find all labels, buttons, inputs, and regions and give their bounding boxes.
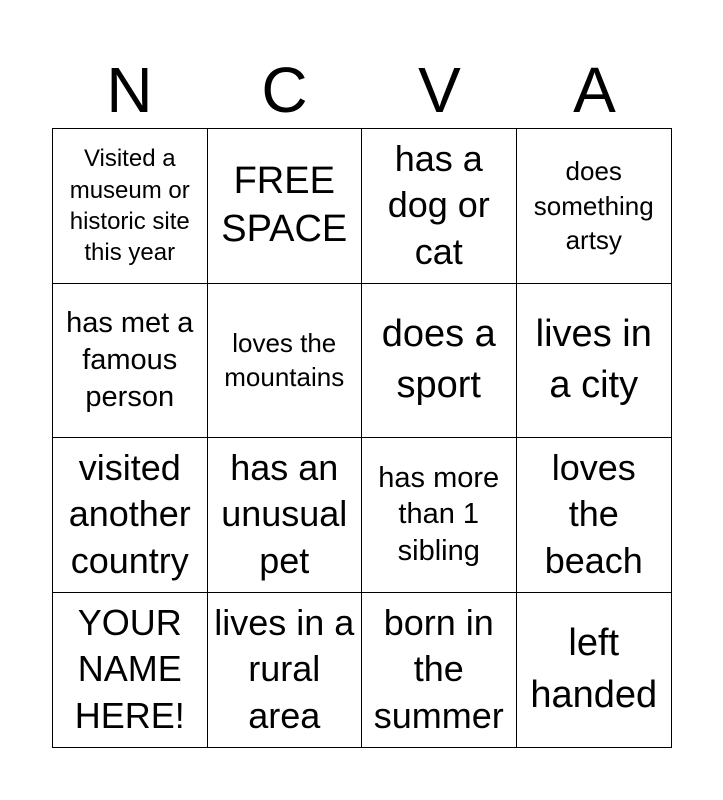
header-letter-a: A — [573, 54, 616, 126]
bingo-cell-text: has a dog or cat — [387, 137, 490, 273]
bingo-header — [52, 52, 672, 128]
bingo-cell-text: visited another country — [68, 446, 191, 582]
bingo-cell-text: left handed — [530, 622, 658, 716]
bingo-cell[interactable] — [53, 284, 208, 439]
bingo-cell-text: YOUR NAME HERE! — [74, 601, 185, 737]
header-letter-v: V — [418, 54, 461, 126]
bingo-board — [52, 128, 672, 748]
bingo-cell[interactable] — [362, 284, 517, 439]
bingo-cell[interactable] — [208, 438, 363, 593]
bingo-cell[interactable] — [517, 438, 672, 593]
bingo-cell-text: lives in a rural area — [214, 601, 355, 737]
bingo-cell[interactable] — [53, 438, 208, 593]
bingo-cell[interactable] — [362, 438, 517, 593]
bingo-cell-free-space[interactable] — [208, 129, 363, 284]
bingo-cell[interactable] — [53, 593, 208, 748]
bingo-cell-text: lives in a city — [535, 312, 652, 407]
bingo-cell-text: FREE SPACE — [221, 160, 348, 250]
bingo-cell[interactable] — [517, 593, 672, 748]
bingo-cell[interactable] — [362, 129, 517, 284]
header-letter-c: C — [261, 54, 308, 126]
bingo-cell-text: has an unusual pet — [221, 446, 348, 582]
bingo-cell-text: loves the mountains — [224, 327, 345, 393]
bingo-cell[interactable] — [517, 129, 672, 284]
bingo-cell-text: has met a famous person — [66, 307, 194, 413]
header-letter-n: N — [106, 54, 153, 126]
bingo-cell[interactable] — [53, 129, 208, 284]
bingo-cell-text: Visited a museum or historic site this year — [69, 145, 190, 266]
bingo-cell-text: does something artsy — [533, 156, 654, 255]
bingo-cell[interactable] — [208, 593, 363, 748]
bingo-cell-text: does a sport — [381, 312, 496, 407]
bingo-cell-text: loves the beach — [544, 446, 643, 582]
bingo-cell[interactable] — [517, 284, 672, 439]
bingo-cell[interactable] — [208, 284, 363, 439]
bingo-cell[interactable] — [362, 593, 517, 748]
bingo-cell-text: has more than 1 sibling — [378, 461, 500, 568]
bingo-cell-text: born in the summer — [373, 601, 504, 737]
